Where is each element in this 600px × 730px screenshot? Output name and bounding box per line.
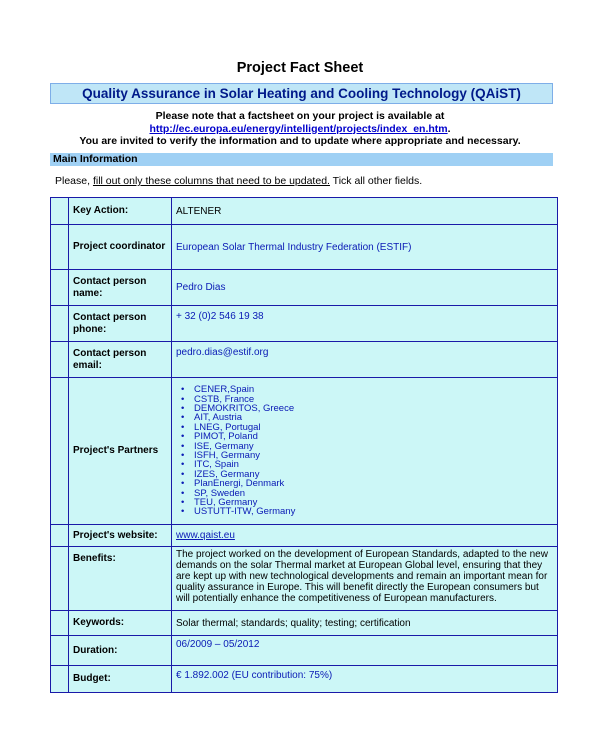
table-row-key-action [51,198,558,225]
instruction-prefix: Please, [55,175,93,187]
table-row-keywords [51,611,558,636]
note-line-3: You are invited to verify the information and to update where appropriate and necessary. [79,135,521,147]
main-information-table [50,197,558,693]
contact-name-label: Contact person name: [69,270,172,306]
partners-list [176,385,553,517]
partners-label: Project's Partners [69,378,172,525]
key-action-label: Key Action: [69,198,172,225]
partner-item: • CSTB, France [194,395,553,404]
keywords-value[interactable]: Solar thermal; standards; quality; testing; certification [172,611,558,636]
contact-phone-value: + 32 (0)2 546 19 38 [176,311,264,322]
table-row-website [51,525,558,547]
project-banner: Quality Assurance in Solar Heating and Cooling Technology (QAiST) [50,83,553,104]
budget-value: € 1.892.002 (EU contribution: 75%) [176,670,333,681]
row-marker-cell[interactable] [51,198,69,225]
duration-label: Duration: [69,636,172,666]
page-title: Project Fact Sheet [236,60,364,76]
coordinator-value-cell[interactable] [172,225,558,270]
table-row-coordinator [51,225,558,270]
factsheet-link[interactable]: http://ec.europa.eu/energy/intelligent/projects/index_en.htm [149,122,448,135]
table-row-contact-email [51,342,558,378]
row-marker-cell[interactable] [51,547,69,611]
website-value-cell [172,525,558,547]
note-period: . [447,122,451,135]
partner-item: • TEU, Germany [194,498,553,507]
table-row-partners [51,378,558,525]
contact-name-value-cell[interactable] [172,270,558,306]
coordinator-value: European Solar Thermal Industry Federation (ESTIF) [176,241,412,253]
instruction-text [55,175,422,187]
coordinator-label: Project coordinator [69,225,172,270]
partners-value-cell[interactable] [172,378,558,525]
duration-value-cell[interactable] [172,636,558,666]
table-row-budget [51,666,558,693]
partner-item: • DEMOKRITOS, Greece [194,404,553,413]
row-marker-cell[interactable] [51,525,69,547]
partner-item: • LNEG, Portugal [194,423,553,432]
contact-email-value-cell[interactable] [172,342,558,378]
contact-phone-value-cell[interactable] [172,306,558,342]
key-action-value[interactable]: ALTENER [172,198,558,225]
row-marker-cell[interactable] [51,225,69,270]
budget-value-cell[interactable] [172,666,558,693]
row-marker-cell[interactable] [51,306,69,342]
row-marker-cell[interactable] [51,666,69,693]
contact-email-label: Contact person email: [69,342,172,378]
instruction-suffix: Tick all other fields. [329,175,423,187]
row-marker-cell[interactable] [51,270,69,306]
table-row-duration [51,636,558,666]
partner-item: • USTUTT-ITW, Germany [194,507,553,516]
row-marker-cell[interactable] [51,378,69,525]
partner-item: • AIT, Austria [194,413,553,422]
section-header-main-information: Main Information [50,153,553,166]
availability-note [0,110,600,148]
benefits-label: Benefits: [69,547,172,611]
partner-item: • ISFH, Germany [194,451,553,460]
note-line-2 [0,123,600,136]
row-marker-cell[interactable] [51,611,69,636]
table-row-benefits [51,547,558,611]
partner-item: • ITC, Spain [194,460,553,469]
keywords-label: Keywords: [69,611,172,636]
contact-name-value: Pedro Dias [176,282,226,293]
partner-item: • SP, Sweden [194,489,553,498]
budget-label: Budget: [69,666,172,693]
website-link[interactable]: www.qaist.eu [176,530,235,541]
partner-item: • IZES, Germany [194,470,553,479]
website-label: Project's website: [69,525,172,547]
row-marker-cell[interactable] [51,636,69,666]
contact-email-value: pedro.dias@estif.org [176,347,269,358]
benefits-value[interactable]: The project worked on the development of European Standards, adapted to the new demands on the solar Thermal market at European Global level, ensuring that they are kept up with new technological developments and remain an important mean for quality assurance in Europe. This will benefit directly the European consumers but will potentially enhance the competitiveness of European manufacturers. [172,547,558,611]
row-marker-cell[interactable] [51,342,69,378]
partner-item: • PlanEnergi, Denmark [194,479,553,488]
duration-value: 06/2009 – 05/2012 [176,639,260,650]
table-row-contact-phone [51,306,558,342]
note-line-1: Please note that a factsheet on your project is available at [155,110,445,122]
contact-phone-label: Contact person phone: [69,306,172,342]
table-row-contact-name [51,270,558,306]
partner-item: • ISE, Germany [194,442,553,451]
instruction-emphasis: fill out only these columns that need to be updated. [92,175,330,187]
partner-item: • CENER,Spain [194,385,553,394]
partner-item: • PIMOT, Poland [194,432,553,441]
